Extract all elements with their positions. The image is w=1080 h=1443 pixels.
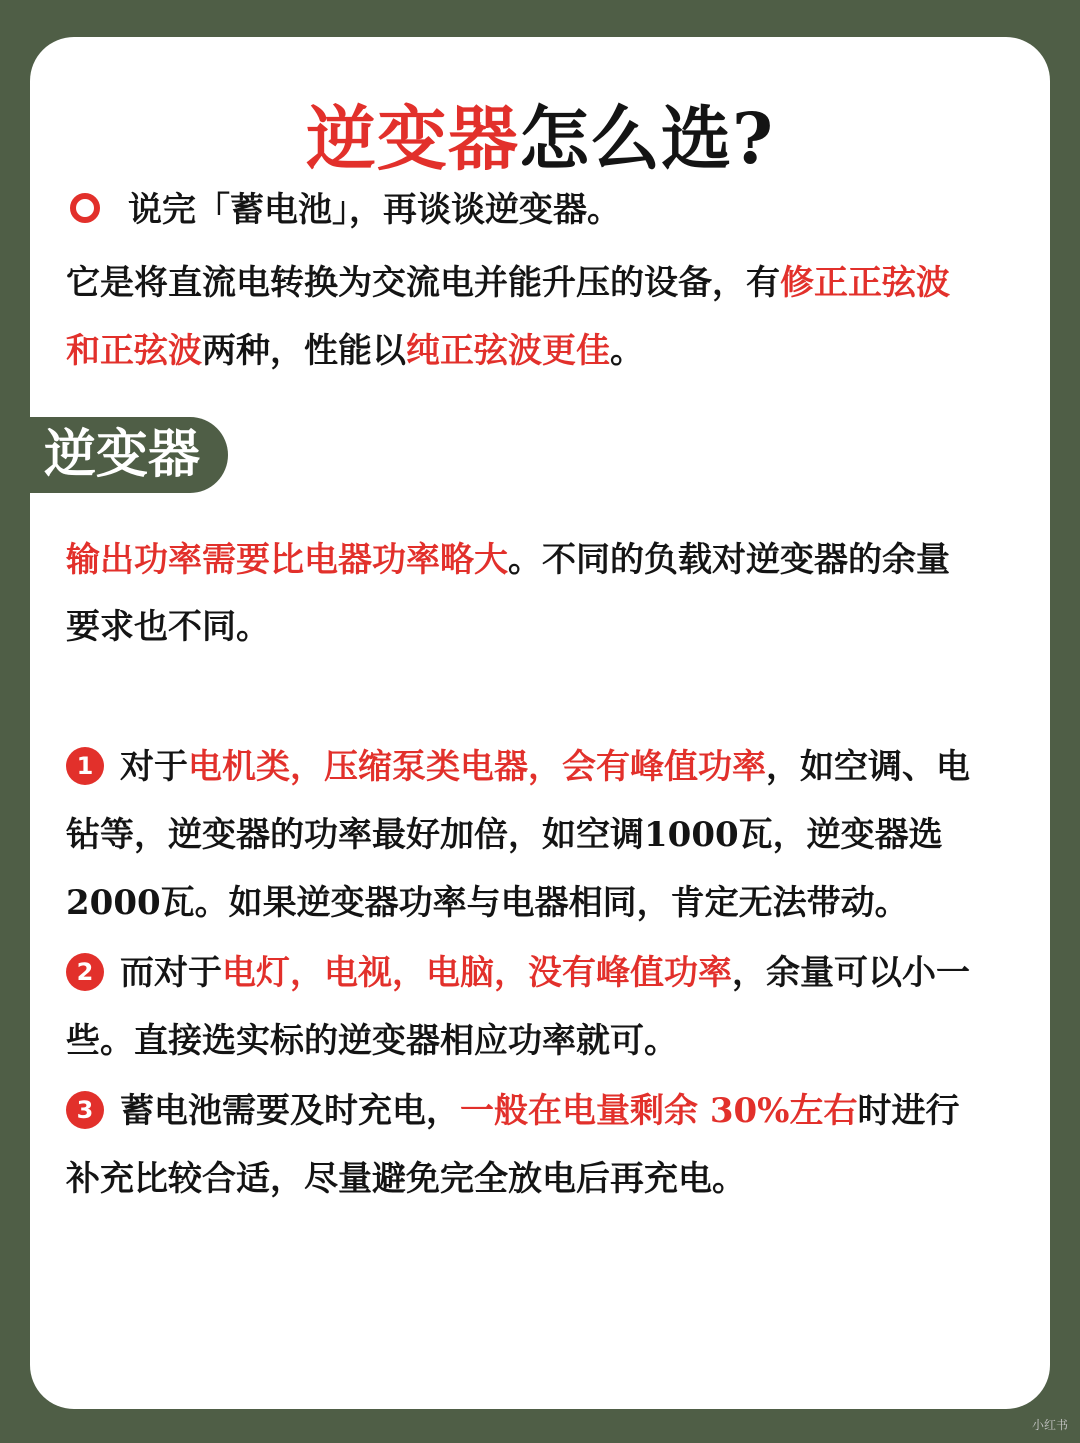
intro-line-2-text: 两种，性能以 — [202, 331, 406, 371]
intro-line-2 — [66, 328, 644, 374]
list-item-2-text: 而对于 — [120, 953, 222, 993]
section-paragraph-text: 。不同的负载对逆变器的余量 — [508, 540, 950, 580]
section-paragraph-text-2: 要求也不同。 — [66, 607, 270, 647]
list-item-1-highlight: 电机类，压缩泵类电器，会有峰值功率 — [188, 747, 766, 787]
number-badge-3: 3 — [66, 1091, 104, 1129]
list-item-3-text-3: 补充比较合适，尽量避免完全放电后再充电。 — [66, 1159, 746, 1199]
intro-line-2-end: 。 — [610, 331, 644, 371]
list-item-1-text-3: 钻等，逆变器的功率最好加倍，如空调1000瓦，逆变器选 — [66, 815, 943, 855]
list-item-2-text-3: 些。直接选实标的逆变器相应功率就可。 — [66, 1021, 678, 1061]
list-item-1-text-2: ，如空调、电 — [766, 747, 970, 787]
watermark: 小红书 — [1031, 1418, 1068, 1432]
intro-line-1-highlight: 修正正弦波 — [780, 263, 950, 303]
target-icon — [70, 193, 100, 223]
number-badge-1: 1 — [66, 747, 104, 785]
list-item-2-line-1 — [66, 950, 970, 996]
list-item-2-line-2 — [66, 1018, 678, 1064]
page-title — [30, 95, 1050, 183]
section-paragraph-line-1 — [66, 537, 950, 583]
list-item-2-highlight: 电灯，电视，电脑，没有峰值功率 — [222, 953, 732, 993]
intro-line-2-highlight-2: 纯正弦波更佳 — [406, 331, 610, 371]
list-item-3-line-1 — [66, 1088, 959, 1134]
list-item-3-line-2 — [66, 1156, 746, 1202]
section-tab — [30, 417, 228, 493]
list-item-1-line-2 — [66, 812, 943, 858]
number-badge-2: 2 — [66, 953, 104, 991]
list-item-3-text: 蓄电池需要及时充电， — [120, 1091, 460, 1131]
section-tab-label: 逆变器 — [44, 424, 201, 485]
list-item-1-line-1 — [66, 744, 970, 790]
section-paragraph-line-2 — [66, 604, 270, 650]
intro-line-2-highlight: 和正弦波 — [66, 331, 202, 371]
title-rest: 怎么选? — [518, 97, 774, 180]
list-item-3-text-2: 时进行 — [857, 1091, 960, 1131]
list-item-2-text-2: ，余量可以小一 — [732, 953, 970, 993]
list-item-1-line-3 — [66, 880, 909, 926]
content-card — [30, 37, 1050, 1409]
intro-lead — [66, 187, 621, 233]
title-highlight: 逆变器 — [305, 97, 519, 180]
section-paragraph-highlight: 输出功率需要比电器功率略大 — [66, 540, 508, 580]
intro-line-1 — [66, 260, 950, 306]
list-item-1-text: 对于 — [120, 747, 188, 787]
intro-lead-text: 说完「蓄电池」，再谈谈逆变器。 — [128, 190, 621, 230]
list-item-1-text-4: 2000瓦。如果逆变器功率与电器相同，肯定无法带动。 — [66, 883, 909, 923]
intro-line-1-text: 它是将直流电转换为交流电并能升压的设备，有 — [66, 263, 780, 303]
list-item-3-highlight: 一般在电量剩余 30%左右 — [460, 1091, 858, 1131]
